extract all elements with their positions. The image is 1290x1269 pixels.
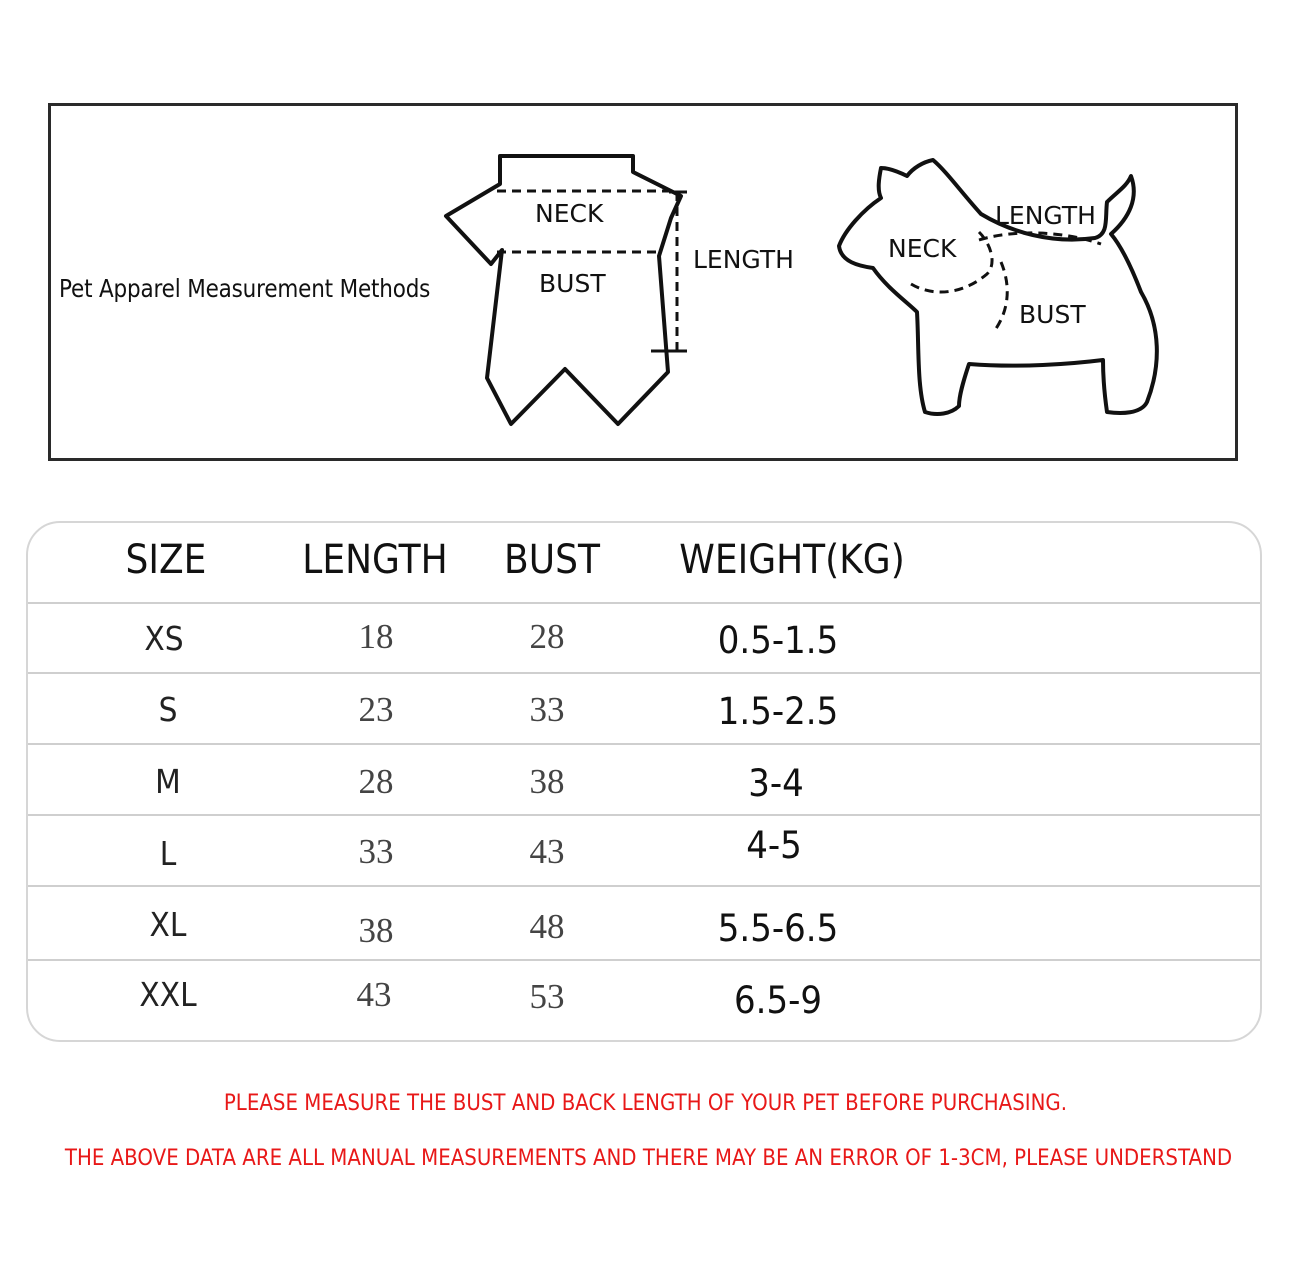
cell-length: 18: [358, 617, 394, 656]
note-line-2: THE ABOVE DATA ARE ALL MANUAL MEASUREMENTS AND THERE MAY BE AN ERROR OF 1-3CM, PLEASE UNDERSTAND: [64, 1146, 1233, 1171]
note-line-1: PLEASE MEASURE THE BUST AND BACK LENGTH OF YOUR PET BEFORE PURCHASING.: [223, 1091, 1067, 1116]
cell-bust: 48: [529, 907, 565, 946]
cell-weight: 6.5-9: [733, 979, 823, 1022]
header-length: LENGTH: [302, 537, 448, 583]
note-measurement-error: [0, 1146, 1290, 1171]
dog-bust-label: BUST: [1019, 300, 1086, 329]
cell-bust: 38: [529, 762, 565, 801]
measurement-diagram: [48, 103, 1238, 461]
row-divider: [28, 672, 1260, 674]
row-divider: [28, 959, 1260, 961]
row-divider: [28, 885, 1260, 887]
garment-bust-label: BUST: [539, 269, 606, 298]
cell-size: XS: [144, 619, 184, 658]
dog-length-label: LENGTH: [995, 201, 1096, 230]
dog-neck-label: NECK: [888, 234, 957, 263]
note-measure-before-purchase: [0, 1091, 1290, 1116]
row-divider: [28, 743, 1260, 745]
cell-bust: 28: [529, 617, 565, 656]
header-weight: WEIGHT(KG): [679, 537, 905, 583]
header-size: SIZE: [125, 537, 207, 583]
cell-length: 23: [358, 690, 394, 729]
cell-size: L: [159, 834, 177, 873]
garment-length-label: LENGTH: [693, 245, 794, 274]
table-header-row: [28, 537, 1260, 601]
cell-length: 28: [358, 762, 394, 801]
row-divider: [28, 814, 1260, 816]
cell-weight: 5.5-6.5: [717, 907, 839, 950]
cell-size: XXL: [139, 975, 197, 1014]
cell-bust: 53: [529, 977, 565, 1016]
cell-size: M: [155, 762, 181, 801]
cell-length: 33: [358, 832, 394, 871]
cell-length: 38: [358, 911, 394, 950]
diagram-title: Pet Apparel Measurement Methods: [59, 274, 431, 303]
cell-size: S: [158, 690, 178, 729]
header-bust: BUST: [504, 537, 600, 583]
cell-size: XL: [149, 905, 187, 944]
diagram-illustrations: [51, 106, 1235, 458]
cell-weight: 3-4: [748, 762, 804, 805]
row-divider: [28, 602, 1260, 604]
dog-illustration: [839, 160, 1157, 414]
cell-weight: 0.5-1.5: [717, 619, 839, 662]
cell-bust: 43: [529, 832, 565, 871]
cell-weight: 4-5: [746, 824, 802, 867]
cell-bust: 33: [529, 690, 565, 729]
garment-neck-label: NECK: [535, 199, 604, 228]
size-chart-table: [26, 521, 1262, 1042]
cell-length: 43: [356, 975, 392, 1014]
cell-weight: 1.5-2.5: [717, 690, 839, 733]
